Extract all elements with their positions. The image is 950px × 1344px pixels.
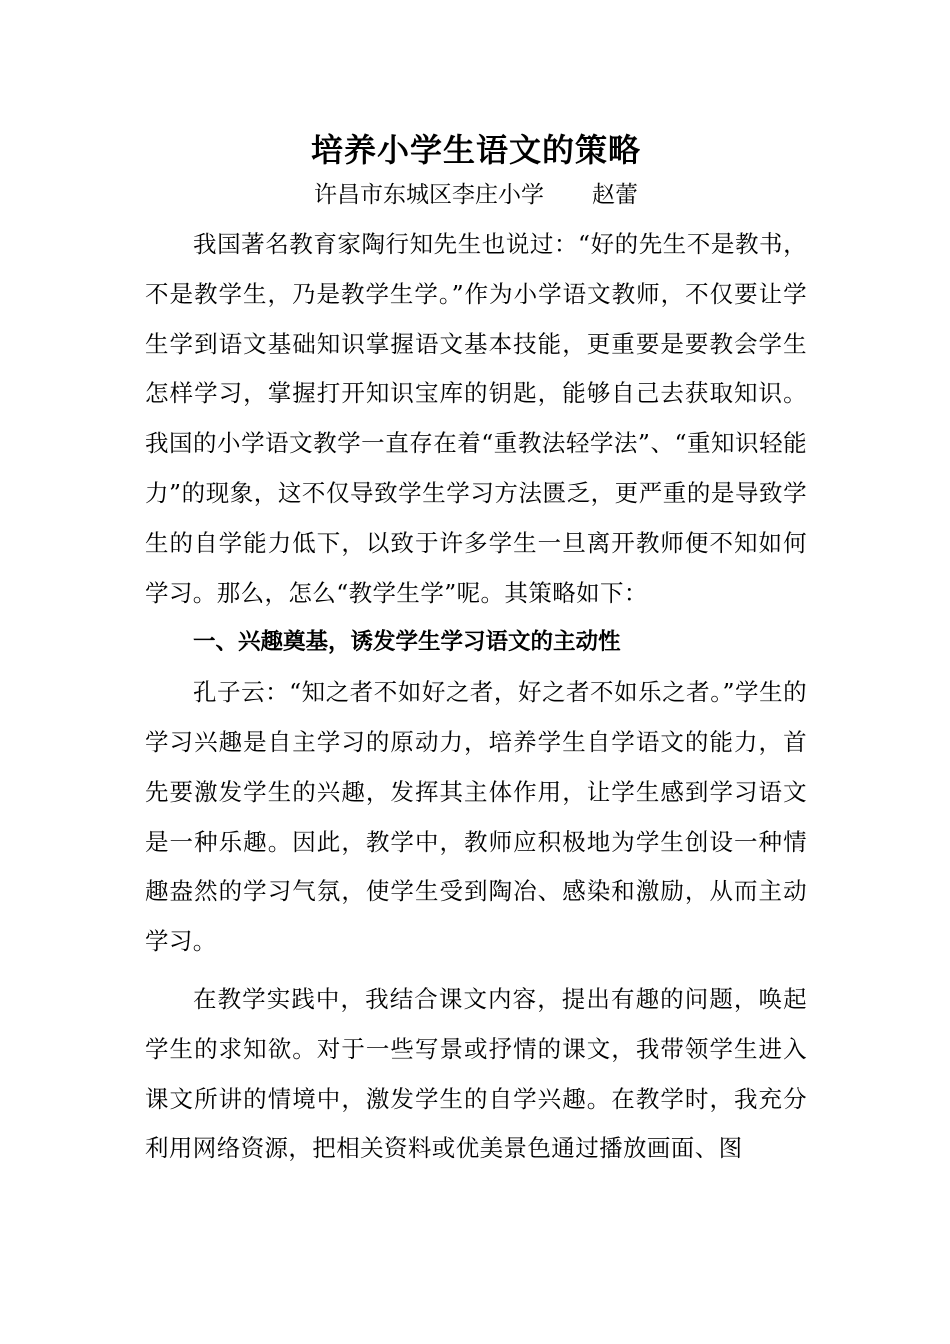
- document-page: [145, 126, 807, 1174]
- section-heading: 一、兴趣奠基，诱发学生学习语文的主动性: [193, 629, 621, 656]
- author-byline: [145, 176, 807, 214]
- paragraph-body: 孔子云：“知之者不如好之者，好之者不如乐之者。”学生的学习兴趣是自主学习的原动力，培养学生自学语文的能力，首先要激发学生的兴趣，发挥其主体作用，让学生感到学习语文是一种乐趣。因此，教学中，教师应积极地为学生创设一种情趣盎然的学习气氛，使学生受到陶冶、感染和激励，从而主动学习。: [145, 678, 807, 956]
- author-organization: 许昌市东城区李庄小学: [314, 182, 544, 208]
- paragraph-intro: 我国著名教育家陶行知先生也说过：“好的先生不是教书，不是教学生，乃是教学生学。”作为小学语文教师，不仅要让学生学到语文基础知识掌握语文基本技能，更重要是要教会学生怎样学习，掌握打开知识宝库的钥匙，能够自己去获取知识。我国的小学语文教学一直存在着“重教法轻学法”、“重知识轻能力”的现象，这不仅导致学生学习方法匮乏，更严重的是导致学生的自学能力低下，以致于许多学生一旦离开教师便不知如何学习。那么，怎么“教学生学”呢。其策略如下：: [145, 230, 807, 607]
- document-title: 培养小学生语文的策略: [310, 131, 641, 169]
- author-name: 赵蕾: [592, 182, 638, 208]
- paragraph-body: 在教学实践中，我结合课文内容，提出有趣的问题，唤起学生的求知欲。对于一些写景或抒情的课文，我带领学生进入课文所讲的情境中，激发学生的自学兴趣。在教学时，我充分利用网络资源，把相关资料或优美景色通过播放画面、图: [145, 984, 807, 1163]
